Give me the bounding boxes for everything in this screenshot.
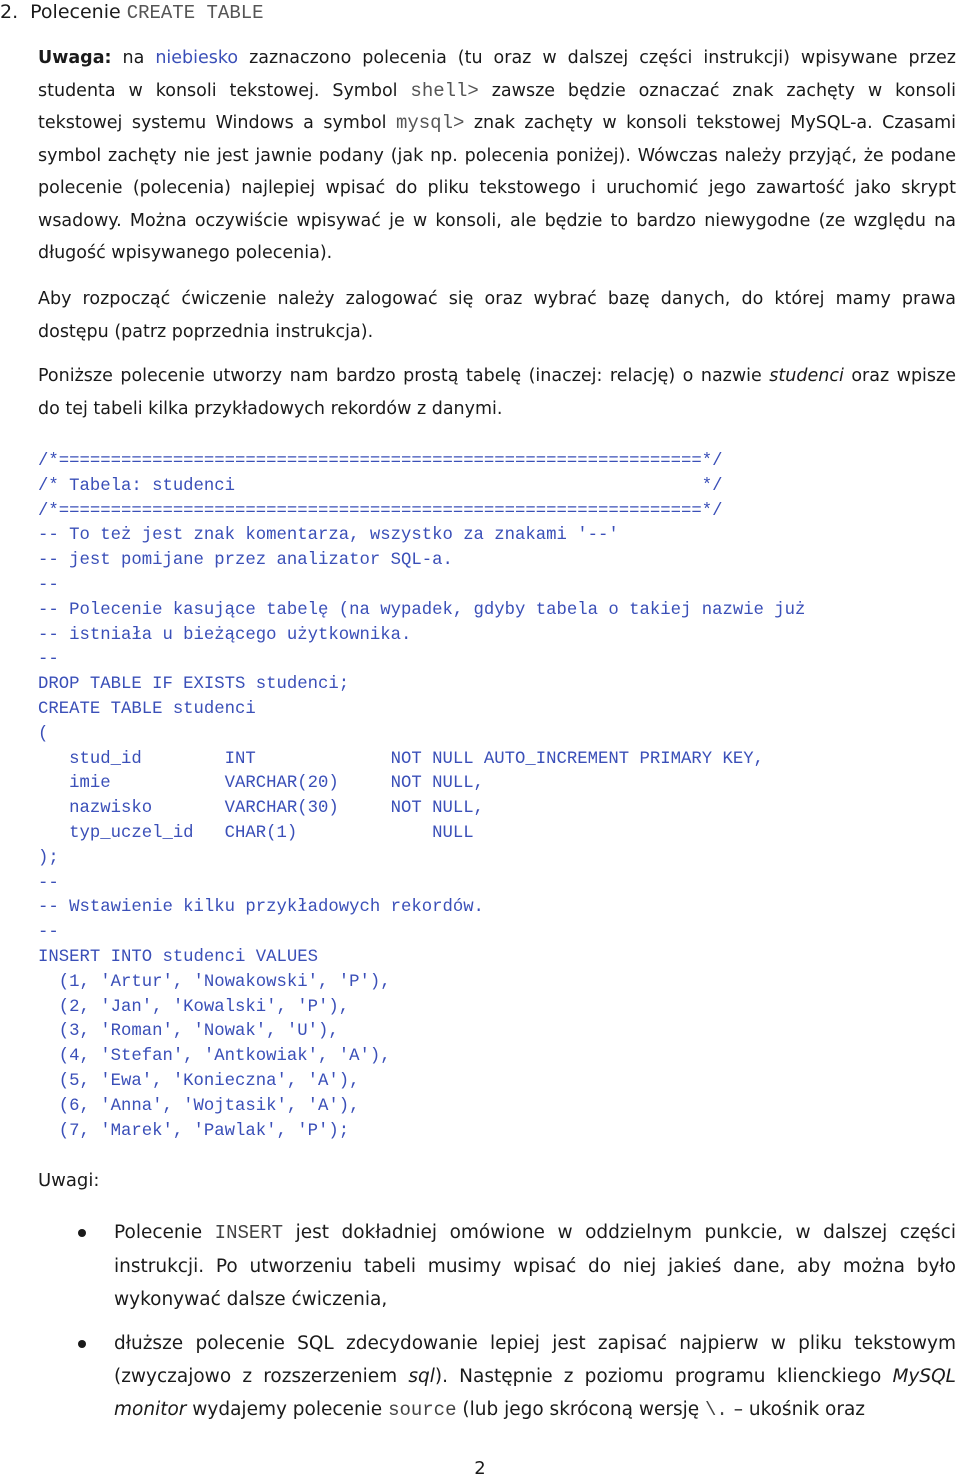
section-heading xyxy=(0,0,264,25)
code-line: ); xyxy=(38,848,59,868)
code-line: imie VARCHAR(20) NOT NULL, xyxy=(38,774,484,794)
source-short-command: \. xyxy=(705,1399,728,1421)
code-line: (4, 'Stefan', 'Antkowiak', 'A'), xyxy=(38,1047,391,1067)
note-text: znak zachęty w konsoli tekstowej MySQL-a. Czasami symbol zachęty nie jest jawnie podany (jak np. polecenia poniżej). Wówczas należy przyjąć, że podane polecenie (polecenia) najlepiej wpisać do pliku tekstowego i uruchomić jego zawartość jako skrypt wsadowy. Można oczywiście wpisywać je w konsoli, ale będzie to bardzo niewygodne (ze względu na długość wpisywanego polecenia). xyxy=(38,113,956,263)
code-line: -- xyxy=(38,873,59,893)
note-text: zaznaczono polecenia (tu oraz w dalszej części instrukcji) wpisywane przez studenta w konsoli tekstowej. Symbol xyxy=(38,48,956,101)
bullet-marker xyxy=(78,1229,86,1237)
code-line: ( xyxy=(38,724,49,744)
note-text: zawsze będzie oznaczać znak zachęty w konsoli tekstowej systemu Windows a symbol xyxy=(38,80,956,133)
intro-paragraph xyxy=(38,360,956,425)
code-line: (3, 'Roman', 'Nowak', 'U'), xyxy=(38,1022,339,1042)
section-number: 2. xyxy=(0,1,19,23)
code-line: -- istniała u bieżącego użytkownika. xyxy=(38,625,412,645)
code-line: (6, 'Anna', 'Wojtasik', 'A'), xyxy=(38,1096,360,1116)
remark-item-sql-file xyxy=(114,1327,956,1427)
code-line: (1, 'Artur', 'Nowakowski', 'P'), xyxy=(38,972,391,992)
code-line: /*==============================================================*/ xyxy=(38,452,723,471)
code-line: /* Tabela: studenci */ xyxy=(38,476,723,496)
remark-text: – ukośnik oraz xyxy=(727,1399,866,1420)
note-label: Uwaga: xyxy=(38,48,112,68)
code-line: INSERT INTO studenci VALUES xyxy=(38,947,319,967)
code-line: -- xyxy=(38,575,59,595)
code-line: (2, 'Jan', 'Kowalski', 'P'), xyxy=(38,997,350,1017)
code-line: DROP TABLE IF EXISTS studenci; xyxy=(38,675,350,695)
remarks-label: Uwagi: xyxy=(38,1170,100,1191)
bullet-marker xyxy=(78,1340,86,1348)
code-line: nazwisko VARCHAR(30) NOT NULL, xyxy=(38,799,484,819)
remark-text: jest dokładniej omówione w oddzielnym punkcie, w dalszej części instrukcji. Po utworzeniu tabeli musimy wpisać do niej jakieś dane, aby można było wykonywać dalsze ćwiczenia, xyxy=(114,1222,956,1310)
shell-prompt-code: shell> xyxy=(410,79,479,102)
code-line: -- Polecenie kasujące tabelę (na wypadek, gdyby tabela o takiej nazwie już xyxy=(38,600,806,620)
mysql-prompt-code: mysql> xyxy=(395,112,465,134)
code-line: -- xyxy=(38,923,59,943)
section-title-code: CREATE TABLE xyxy=(126,2,264,24)
remark-text: ). Następnie z poziomu programu klienckiego xyxy=(434,1366,893,1387)
table-name: studenci xyxy=(769,366,844,386)
remark-text: wydajemy polecenie xyxy=(186,1399,389,1420)
note-blue-word: niebiesko xyxy=(155,48,239,68)
code-line: -- Wstawienie kilku przykładowych rekordów. xyxy=(38,898,484,918)
code-line: (5, 'Ewa', 'Konieczna', 'A'), xyxy=(38,1071,360,1091)
note-paragraph xyxy=(38,42,956,270)
remark-text: (lub jego skróconą wersję xyxy=(456,1399,706,1420)
code-line: (7, 'Marek', 'Pawlak', 'P'); xyxy=(38,1121,350,1141)
remark-item-insert xyxy=(114,1216,956,1316)
intro-text: oraz wpisze do tej tabeli kilka przykładowych rekordów z danymi. xyxy=(38,366,956,419)
source-command: source xyxy=(388,1399,457,1421)
code-line: /*==============================================================*/ xyxy=(38,501,723,521)
code-line: -- To też jest znak komentarza, wszystko za znakami '--' xyxy=(38,526,619,546)
mysql-monitor-name: MySQL monitor xyxy=(114,1366,956,1420)
insert-keyword: INSERT xyxy=(214,1222,284,1244)
note-text: na xyxy=(111,48,156,68)
remark-text: dłuższe polecenie SQL zdecydowanie lepiej jest zapisać najpierw w pliku tekstowym (zwyczajowo z rozszerzeniem xyxy=(114,1333,956,1387)
intro-text: Poniższe polecenie utworzy nam bardzo prostą tabelę (inaczej: relację) o nazwie xyxy=(38,366,770,386)
code-line: stud_id INT NOT NULL AUTO_INCREMENT PRIMARY KEY, xyxy=(38,749,764,769)
sql-extension: sql xyxy=(408,1366,435,1387)
code-line: -- jest pomijane przez analizator SQL-a. xyxy=(38,551,453,571)
code-line: CREATE TABLE studenci xyxy=(38,699,256,719)
code-line: -- xyxy=(38,650,59,670)
login-paragraph: Aby rozpocząć ćwiczenie należy zalogować się oraz wybrać bazę danych, do której mamy prawa dostępu (patrz poprzednia instrukcja). xyxy=(38,289,956,342)
remark-text: Polecenie xyxy=(114,1222,215,1243)
page-number: 2 xyxy=(474,1458,486,1479)
section-title: Polecenie xyxy=(30,1,127,23)
code-line: typ_uczel_id CHAR(1) NULL xyxy=(38,823,474,843)
sql-code-block xyxy=(38,450,805,1144)
